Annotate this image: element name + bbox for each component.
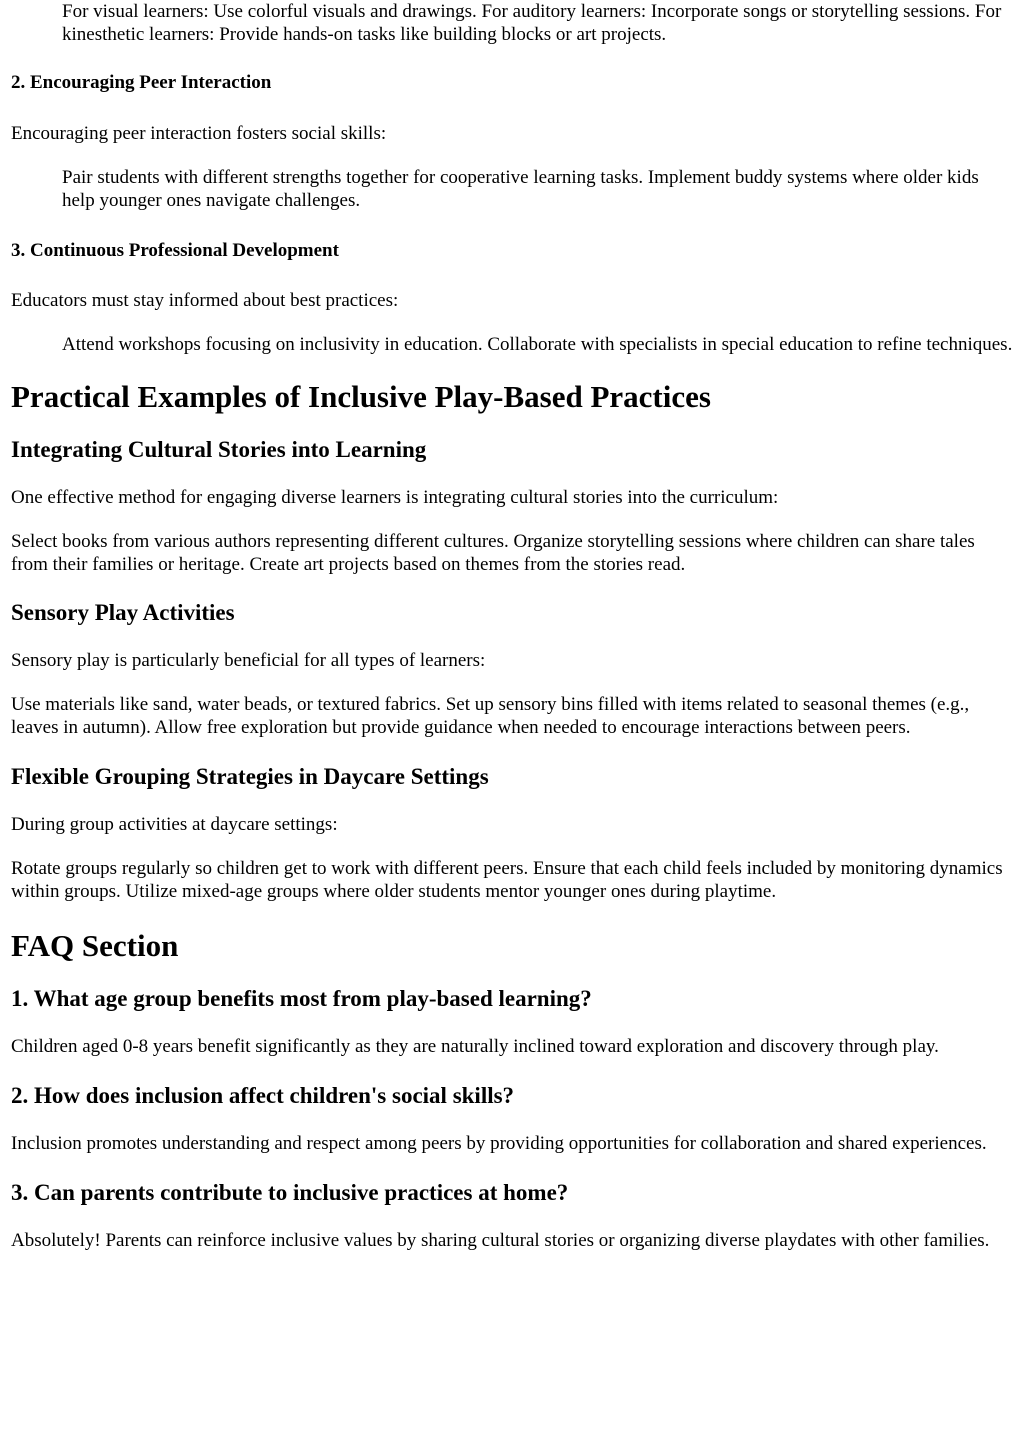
- cultural-stories-heading: Integrating Cultural Stories into Learning: [11, 437, 427, 462]
- sensory-play-lead: Sensory play is particularly beneficial for all types of learners:: [11, 650, 486, 671]
- cultural-stories-body: Select books from various authors representing different cultures. Organize storytelling sessions where children can share tales from their families or heritage. Create art projects based on themes from the stories read.: [11, 531, 975, 575]
- peer-interaction-lead: Encouraging peer interaction fosters social skills:: [11, 123, 387, 144]
- faq-answer: Absolutely! Parents can reinforce inclusive values by sharing cultural stories or organizing diverse playdates with other families.: [11, 1230, 990, 1251]
- peer-interaction-heading: 2. Encouraging Peer Interaction: [11, 72, 272, 93]
- professional-development-block: Attend workshops focusing on inclusivity in education. Collaborate with specialists in special education to refine techniques.: [62, 334, 1013, 355]
- sensory-play-heading: Sensory Play Activities: [11, 600, 235, 625]
- faq-answer: Inclusion promotes understanding and respect among peers by providing opportunities for collaboration and shared experiences.: [11, 1133, 987, 1154]
- professional-development-lead: Educators must stay informed about best practices:: [11, 290, 399, 311]
- sensory-play-body: Use materials like sand, water beads, or textured fabrics. Set up sensory bins filled with items related to seasonal themes (e.g., leaves in autumn). Allow free exploration but provide guidance when needed to encourage interactions between peers.: [11, 694, 970, 738]
- flexible-grouping-body: Rotate groups regularly so children get to work with different peers. Ensure that each child feels included by monitoring dynamics within groups. Utilize mixed-age groups where older students mentor younger ones during playtime.: [11, 858, 1003, 902]
- faq-heading: FAQ Section: [11, 928, 179, 963]
- flexible-grouping-lead: During group activities at daycare settings:: [11, 814, 338, 835]
- faq-question: 1. What age group benefits most from play-based learning?: [11, 986, 592, 1011]
- faq-answer: Children aged 0-8 years benefit significantly as they are naturally inclined toward exploration and discovery through play.: [11, 1036, 939, 1057]
- faq-question: 2. How does inclusion affect children's social skills?: [11, 1083, 515, 1108]
- learning-styles-block: For visual learners: Use colorful visuals and drawings. For auditory learners: Incorporate songs or storytelling sessions. For kinesthetic learners: Provide hands-on tasks like building blocks or art projects.: [62, 1, 1002, 45]
- peer-interaction-block: Pair students with different strengths together for cooperative learning tasks. Implement buddy systems where older kids help younger ones navigate challenges.: [62, 167, 979, 211]
- practical-examples-heading: Practical Examples of Inclusive Play-Based Practices: [11, 379, 711, 414]
- flexible-grouping-heading: Flexible Grouping Strategies in Daycare Settings: [11, 764, 489, 789]
- faq-question: 3. Can parents contribute to inclusive practices at home?: [11, 1180, 569, 1205]
- professional-development-heading: 3. Continuous Professional Development: [11, 240, 339, 261]
- cultural-stories-lead: One effective method for engaging diverse learners is integrating cultural stories into the curriculum:: [11, 487, 779, 508]
